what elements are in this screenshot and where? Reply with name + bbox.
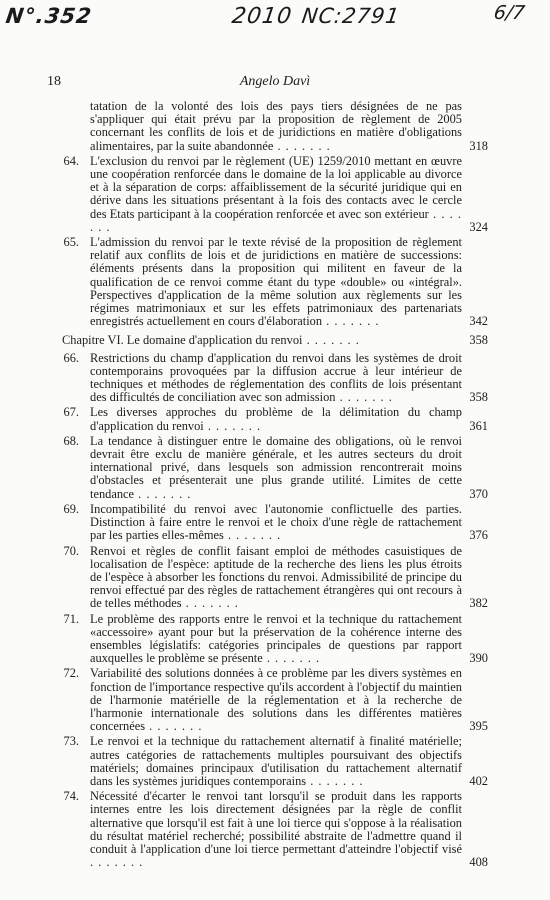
entry-page-number: 376 bbox=[469, 528, 488, 543]
entry-text: L'exclusion du renvoi par le règlement (UE) 1259/2010 mettant en œuvre une coopération renforcée dans le domaine de la loi applicable au divorce et à la séparation de corps: affaiblissement de la sécurité juridique qui en dérive dans les situations présentant à la fois des contacts avec le cercle des Etats participant à la coopération renforcée et avec son extérieur . . . . . . . bbox=[90, 153, 463, 234]
entry-page-number: 382 bbox=[469, 596, 488, 611]
entry-page-number: 358 bbox=[469, 390, 488, 405]
leader-dots: . . . . . . . bbox=[181, 596, 239, 611]
author-name: Angelo Davì bbox=[239, 74, 311, 89]
toc-entry bbox=[0, 100, 550, 153]
running-head bbox=[0, 74, 550, 94]
table-of-contents bbox=[0, 100, 550, 871]
leader-dots: . . . . . . . bbox=[203, 418, 262, 433]
entry-text: Renvoi et règles de conflit faisant emploi de méthodes casuistiques de localisation de l'espèce: aptitude de la recherche des liens les plus étroits de l'espèce à absorber les fonctions du renvoi. Admissibilité de principe du renvoi effectué par des règles de rattachement étrangères qui ont recours à de telles méthodes . . . . . . . bbox=[90, 543, 462, 611]
toc-entry bbox=[0, 406, 550, 432]
leader-dots: . . . . . . . bbox=[335, 390, 393, 405]
entry-page-number: 395 bbox=[469, 719, 488, 734]
entry-number: 66. bbox=[63, 350, 79, 365]
toc-entry bbox=[0, 790, 550, 869]
entry-number: 73. bbox=[63, 734, 79, 749]
leader-dots: . . . . . . . bbox=[322, 314, 380, 329]
entry-page-number: 324 bbox=[469, 219, 488, 234]
entry-number: 71. bbox=[63, 611, 79, 626]
entry-number: 70. bbox=[63, 543, 79, 558]
handwritten-year: 2010 bbox=[230, 4, 294, 29]
entry-text: La tendance à distinguer entre le domaine des obligations, où le renvoi devrait être exclu de manière générale, et les autres secteurs du droit international privé, dans lesquels son admission rencontrerait moins d'obstacles et présenterait une plus grande utilité. Limites de cette tendance . . . . . . . bbox=[90, 433, 462, 501]
leader-dots: . . . . . . . bbox=[223, 528, 282, 543]
toc-entry bbox=[0, 352, 550, 405]
entry-number: 69. bbox=[63, 501, 79, 516]
entry-number: 64. bbox=[63, 153, 79, 168]
leader-dots: . . . . . . . bbox=[134, 486, 192, 501]
leader-dots: . . . . . . . bbox=[145, 719, 203, 734]
handwritten-reference-number: N°.352 bbox=[4, 4, 94, 28]
entry-text: Nécessité d'écarter le renvoi tant lorsqu'il se produit dans les rapports internes entre les lois directement désignées par la règle de conflit alternative que lorsqu'il est fait à une loi tierce qui s'oppose à la réalisation du résultat matériel recherché; possibilité abstraite de l'admettre quand il conduit à l'application d'une loi tierce permettant d'atteindre l'objectif visé . . . . . . . bbox=[90, 789, 462, 870]
entry-number: 72. bbox=[63, 666, 79, 681]
entry-text: Restrictions du champ d'application du renvoi dans les systèmes de droit contemporains provoquées par la diffusion accrue à leur intérieur de techniques et méthodes de réglementation des conflits de lois présentant des difficultés de conciliation avec son admission . . . . . . . bbox=[90, 350, 462, 405]
entry-text: Les diverses approches du problème de la délimitation du champ d'application du renvoi . . . . . . . bbox=[90, 405, 462, 433]
entry-text: Incompatibilité du renvoi avec l'autonomie conflictuelle des parties. Distinction à faire entre le renvoi et le choix d'une règle de rattachement par les parties elles-mêmes . . . . . . . bbox=[90, 501, 462, 543]
entry-number: 68. bbox=[63, 433, 79, 448]
entry-page-number: 358 bbox=[469, 333, 488, 348]
leader-dots: . . . . . . . bbox=[302, 333, 360, 348]
entry-number: 65. bbox=[63, 235, 79, 250]
chapter-heading bbox=[0, 334, 550, 347]
toc-entry bbox=[0, 503, 550, 543]
entry-number: 67. bbox=[63, 405, 79, 420]
entry-text: Le renvoi et la technique du rattachement alternatif à finalité matérielle; autres catégories de rattachements multiples poursuivant des objectifs matériels; domaines principaux d'utilisation du rattachement alternatif dans les systèmes juridiques contemporains . . . . . . . bbox=[90, 734, 462, 788]
entry-text: tatation de la volonté des lois des pays tiers désignées de ne pas s'appliquer qui était prévu par la proposition de règlement de 2005 concernant les conflits de lois et de juridictions en matière d'obligations alimentaires, par la suite abandonnée . . . . . . . bbox=[90, 99, 462, 153]
entry-page-number: 370 bbox=[469, 486, 488, 501]
leader-dots: . . . . . . . bbox=[306, 773, 364, 788]
entry-page-number: 402 bbox=[469, 773, 488, 788]
toc-entry bbox=[0, 236, 550, 328]
entry-page-number: 390 bbox=[469, 651, 488, 666]
handwritten-nc-code: NC:2791 bbox=[300, 4, 402, 28]
leader-dots: . . . . . . . bbox=[273, 138, 331, 153]
handwritten-fraction: 6/7 bbox=[492, 2, 527, 24]
entry-text: Le problème des rapports entre le renvoi et la technique du rattachement «accessoire» ayant pour but la préservation de la cohérence interne des ensembles législatifs: catégories principales de questions par rapport auxquelles le problème se présente . . . . . . . bbox=[90, 611, 462, 666]
toc-entry bbox=[0, 667, 550, 733]
leader-dots: . . . . . . . bbox=[90, 855, 144, 870]
toc-entry bbox=[0, 735, 550, 788]
toc-entry bbox=[0, 613, 550, 666]
entry-number: 74. bbox=[63, 789, 79, 804]
toc-entry bbox=[0, 435, 550, 501]
leader-dots: . . . . . . . bbox=[262, 651, 321, 666]
toc-entry bbox=[0, 545, 550, 611]
entry-page-number: 318 bbox=[469, 138, 488, 153]
toc-entry bbox=[0, 155, 550, 234]
entry-text: L'admission du renvoi par le texte révisé de la proposition de règlement relatif aux conflits de lois et de juridictions en matière de successions: éléments présents dans la proposition qui militent en faveur de la qualification de ce renvoi comme étant du type «double» ou «intégral». Perspectives d'application de la même solution aux règlements sur les régimes matrimoniaux et sur les effets patrimoniaux des partenariats enregistrés actuellement en cours d'élaboration . . . . . . . bbox=[90, 235, 462, 329]
leader-dots: . . . . . . . bbox=[90, 206, 463, 234]
entry-text: Variabilité des solutions données à ce problème par les divers systèmes en fonction de l'importance respective qu'ils accordent à l'objectif du maintien de l'harmonie matérielle de la réglementation et à la recherche de l'harmonie internationale des solutions dans les différentes matières concernées . . . . . . . bbox=[90, 666, 462, 734]
entry-text: Chapitre VI. Le domaine d'application du renvoi . . . . . . . bbox=[62, 333, 360, 348]
entry-page-number: 361 bbox=[469, 418, 488, 433]
entry-page-number: 342 bbox=[469, 314, 488, 329]
page-number: 18 bbox=[47, 74, 61, 89]
entry-page-number: 408 bbox=[469, 855, 488, 870]
